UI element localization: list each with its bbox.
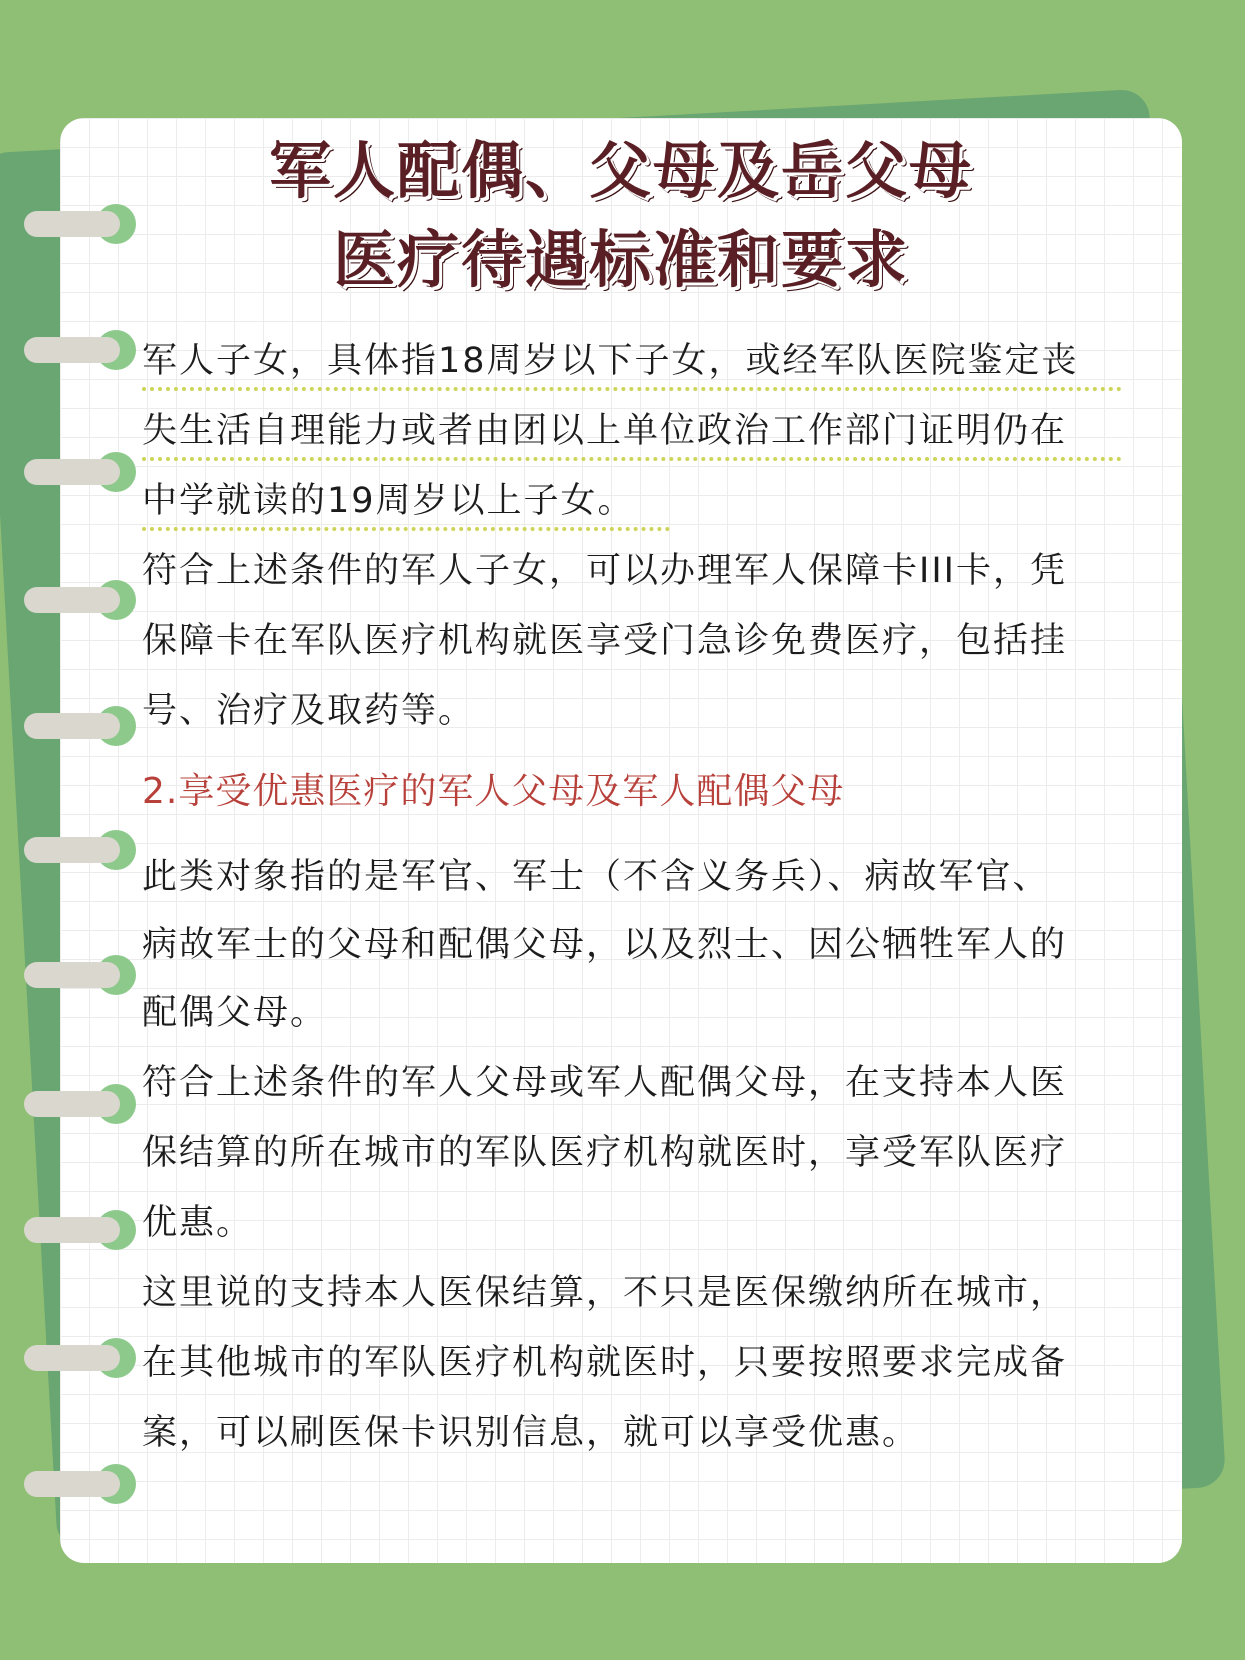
dotted-underline	[142, 457, 1122, 461]
paragraph-1-line-2: 失生活自理能力或者由团以上单位政治工作部门证明仍在	[142, 411, 1068, 451]
binder-ring	[24, 955, 132, 995]
binder-ring	[24, 580, 132, 620]
page-title-line-1: 军人配偶、父母及岳父母	[268, 134, 973, 207]
paragraph-2-line-3: 号、治疗及取药等。	[142, 691, 476, 731]
paragraph-5-line-3: 案，可以刷医保卡识别信息，就可以享受优惠。	[142, 1413, 920, 1453]
paragraph-4-line-3: 优惠。	[142, 1203, 254, 1243]
paragraph-3-line-2: 病故军士的父母和配偶父母，以及烈士、因公牺牲军人的	[142, 925, 1068, 965]
binder-ring	[24, 452, 132, 492]
paragraph-2-line-2: 保障卡在军队医疗机构就医享受门急诊免费医疗，包括挂	[142, 621, 1068, 661]
paragraph-3-line-3: 配偶父母。	[142, 993, 328, 1033]
section-heading-2: 2.享受优惠医疗的军人父母及军人配偶父母	[142, 771, 845, 812]
binder-ring	[24, 1464, 132, 1504]
paragraph-1-line-3: 中学就读的19周岁以上子女。	[142, 481, 635, 521]
paragraph-4-line-1: 符合上述条件的军人父母或军人配偶父母，在支持本人医	[142, 1063, 1068, 1103]
binder-ring	[24, 830, 132, 870]
binder-ring	[24, 1084, 132, 1124]
dotted-underline	[142, 387, 1122, 391]
paragraph-5-line-2: 在其他城市的军队医疗机构就医时，只要按照要求完成备	[142, 1343, 1068, 1383]
paragraph-5-line-1: 这里说的支持本人医保结算，不只是医保缴纳所在城市，	[142, 1273, 1068, 1313]
binder-ring	[24, 1210, 132, 1250]
binder-ring	[24, 706, 132, 746]
paragraph-2-line-1: 符合上述条件的军人子女，可以办理军人保障卡III卡，凭	[142, 551, 1067, 591]
paragraph-1-line-1: 军人子女，具体指18周岁以下子女，或经军队医院鉴定丧	[142, 341, 1079, 381]
paragraph-4-line-2: 保结算的所在城市的军队医疗机构就医时，享受军队医疗	[142, 1133, 1068, 1173]
binder-ring	[24, 1338, 132, 1378]
binder-ring	[24, 330, 132, 370]
dotted-underline	[142, 527, 670, 531]
paragraph-3-line-1: 此类对象指的是军官、军士（不含义务兵）、病故军官、	[142, 857, 1050, 897]
page-title-line-2: 医疗待遇标准和要求	[332, 223, 909, 296]
